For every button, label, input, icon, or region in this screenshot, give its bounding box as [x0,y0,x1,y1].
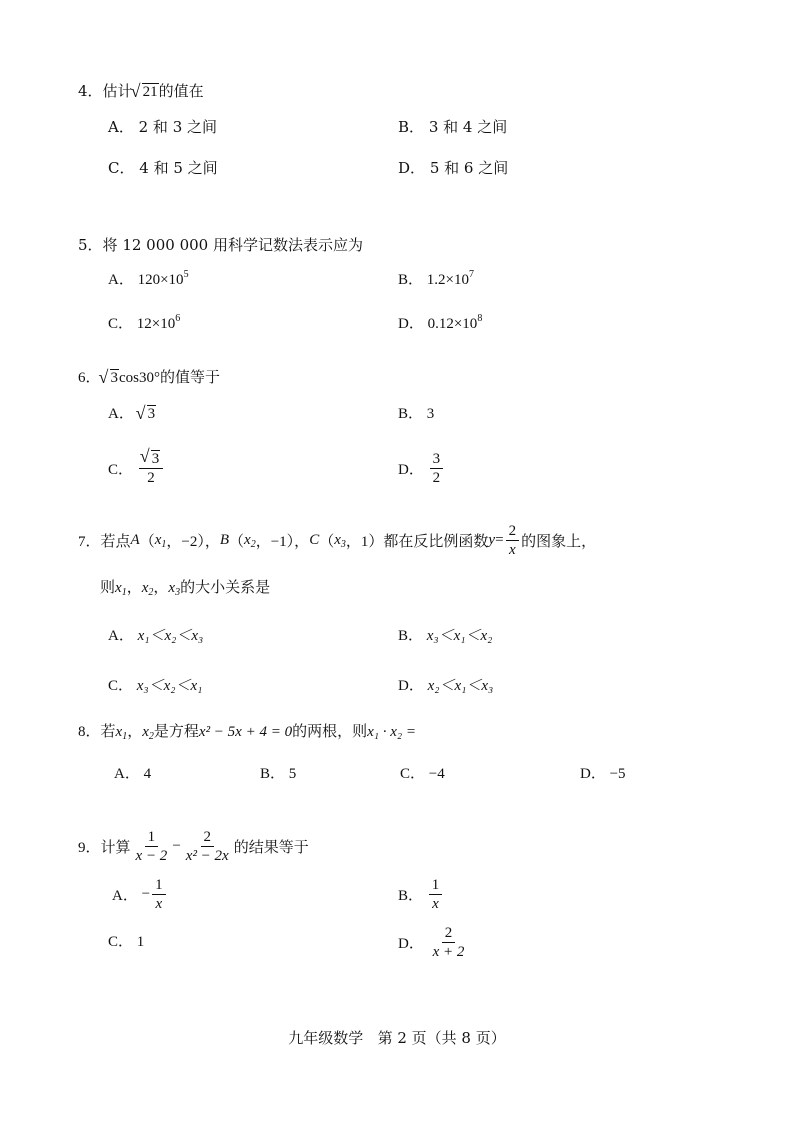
option-label: C． [108,159,135,177]
paren: （ [229,534,245,550]
sqrt-symbol [101,370,120,387]
q4-option-d [398,157,508,178]
option-label: D． [580,766,606,782]
fraction [430,450,444,487]
q7-number: 7． [78,534,101,550]
fraction [183,828,232,865]
fraction [139,450,164,487]
equals: = [495,532,504,548]
option-text: 3 [426,406,435,422]
option-text: 5 和 6 之间 [429,159,509,177]
question-9 [78,828,309,865]
q4-option-c [108,157,218,178]
q6-number: 6． [78,370,101,386]
x1: $x_1$ [154,531,167,550]
option-label: B． [260,766,286,782]
option-label: D． [398,316,424,332]
option-label: C． [108,462,134,478]
fraction [430,924,468,961]
q8-mid: 是方程 [153,724,199,740]
option-label: B． [398,406,424,422]
fraction [133,828,171,865]
x2: $x_2$ [244,531,256,550]
option-text: 5 [288,766,297,782]
fraction-numerator: 3 [430,450,444,469]
option-label: C． [400,766,426,782]
fraction [152,876,166,913]
q4-option-a [108,116,217,137]
q8-equation: x² − 5x + 4 = 0 [198,724,293,740]
question-7-line-1 [78,522,596,559]
q7-line2-pre: 则 [100,580,116,596]
option-label: C． [108,678,134,694]
minus: − [172,838,181,854]
q5-option-a [108,268,189,289]
q6-option-d [398,450,445,487]
q7-text: 若点 [100,534,131,550]
q7-option-a [108,624,203,645]
option-text: −4 [428,766,445,782]
q7-option-d [398,674,493,695]
option-base: 12×10 [136,316,176,332]
option-exponent: 7 [468,269,474,280]
q4-radicand: 21 [142,84,158,100]
option-base: 120×10 [137,272,184,288]
q9-option-c [108,930,144,951]
q4-pre: 估计 [102,82,133,100]
option-text: 2 和 3 之间 [138,118,218,136]
option-label: B． [398,888,424,904]
fraction-denominator: x − 2 [135,848,168,864]
paren: （ [139,534,155,550]
option-text: x₂＜x₁＜x₃ [427,678,494,694]
fraction-numerator: 1 [145,828,159,847]
fraction-denominator: x [432,896,439,912]
q8-post: 的两根，则 [292,724,368,740]
question-8: 8．若$x_1$，$x_2$是方程x² − 5x + 4 = 0的两根，则x₁ · x₂ = [78,724,416,742]
point-b-y: ，−1）， [255,534,310,550]
question-7-line-2: 则$x_1$，$x_2$，$x_3$的大小关系是 [100,580,271,598]
option-label: D． [398,678,424,694]
q9-number: 9． [78,840,101,856]
option-label: B． [398,118,425,136]
point-a: A [130,532,140,548]
q8-number: 8． [78,724,101,740]
q7-option-c [108,674,202,695]
fraction-denominator: x [155,896,163,912]
option-label: B． [398,628,424,644]
q7-mid-text: 都在反比例函数 [383,534,489,550]
q4-post: 的值在 [158,82,204,100]
q6-option-b [398,402,434,423]
q8-option-c [400,762,445,783]
option-exponent: 6 [175,313,181,324]
q9-pre: 计算 [100,840,131,856]
q6-radicand: 3 [110,370,119,386]
fraction-numerator: 1 [152,876,166,895]
q9-option-d [398,924,469,961]
q9-option-b [398,876,444,913]
option-text: 1 [136,934,145,950]
point-a-y: ，−2）， [166,534,220,550]
fraction-denominator: x + 2 [432,944,465,960]
q8-option-b [260,762,296,783]
fraction-denominator: 2 [432,470,441,486]
q8-pre: 若 [100,724,116,740]
q9-option-a [112,876,168,913]
q9-post: 的结果等于 [233,840,309,856]
option-label: A． [108,118,134,136]
q8-option-a [114,762,151,783]
option-label: D． [398,159,426,177]
option-text: 4 和 5 之间 [139,159,218,177]
x3: $x_3$ [334,531,346,550]
q6-post: 的值等于 [160,370,221,386]
option-label: C． [108,934,134,950]
option-label: A． [114,766,140,782]
option-label: A． [108,406,134,422]
fraction-numerator: 3 [151,451,160,467]
func-y: y [488,532,496,548]
fraction [429,876,443,913]
q5-option-d [398,312,482,333]
q5-option-c [108,312,180,333]
paren: （ [319,534,335,550]
q5-stem: 将 12 000 000 用科学记数法表示应为 [102,236,363,254]
fraction-numerator: 2 [442,924,456,943]
option-label: D． [398,936,424,952]
option-label: B． [398,272,424,288]
option-label: A． [108,628,134,644]
option-radicand: 3 [147,406,156,422]
option-label: D． [398,462,424,478]
footer-course: 九年级数学 [288,1029,364,1047]
q5-number: 5． [78,236,103,254]
option-sign: − [141,886,151,902]
point-c: C [309,532,320,548]
option-text: x₁＜x₂＜x₃ [137,628,204,644]
footer-page-number: 第 2 页（共 8 页） [377,1029,506,1047]
q8-option-d [580,762,626,783]
q7-option-b [398,624,492,645]
option-exponent: 5 [183,269,189,280]
option-label: A． [112,888,138,904]
option-base: 1.2×10 [426,272,469,288]
question-6 [78,366,220,387]
option-text: x₃＜x₁＜x₂ [426,628,493,644]
q6-expression: cos30° [119,370,161,386]
question-5 [78,234,363,255]
fraction-denominator: x² − 2x [185,848,229,864]
sqrt-symbol [133,84,159,101]
option-text: 4 [143,766,152,782]
option-text: 3 和 4 之间 [428,118,508,136]
fraction-numerator: 2 [201,828,215,847]
option-exponent: 8 [477,313,483,324]
sqrt-symbol [142,450,161,468]
option-label: A． [108,272,134,288]
fraction-numerator: 2 [506,522,520,541]
fraction-numerator: 1 [429,876,443,895]
q7-line2-post: 的大小关系是 [180,580,271,596]
q7-line1-end: 的图象上， [521,534,597,550]
q6-option-a [108,402,156,423]
q8-product: x₁ · x₂ = [367,724,416,740]
fraction [506,522,520,559]
point-c-y: ，1） [345,534,384,550]
q4-number: 4． [78,82,103,100]
page-footer [0,1027,794,1048]
fraction-denominator: 2 [147,470,155,486]
q5-option-b [398,268,474,289]
sqrt-symbol [138,406,157,423]
point-b: B [219,532,230,548]
option-text: x₃＜x₂＜x₁ [136,678,203,694]
option-text: −5 [609,766,626,782]
question-4 [78,80,204,101]
fraction-denominator: x [508,542,516,558]
option-label: C． [108,316,134,332]
q6-option-c [108,450,165,487]
option-base: 0.12×10 [427,316,478,332]
q4-option-b [398,116,507,137]
